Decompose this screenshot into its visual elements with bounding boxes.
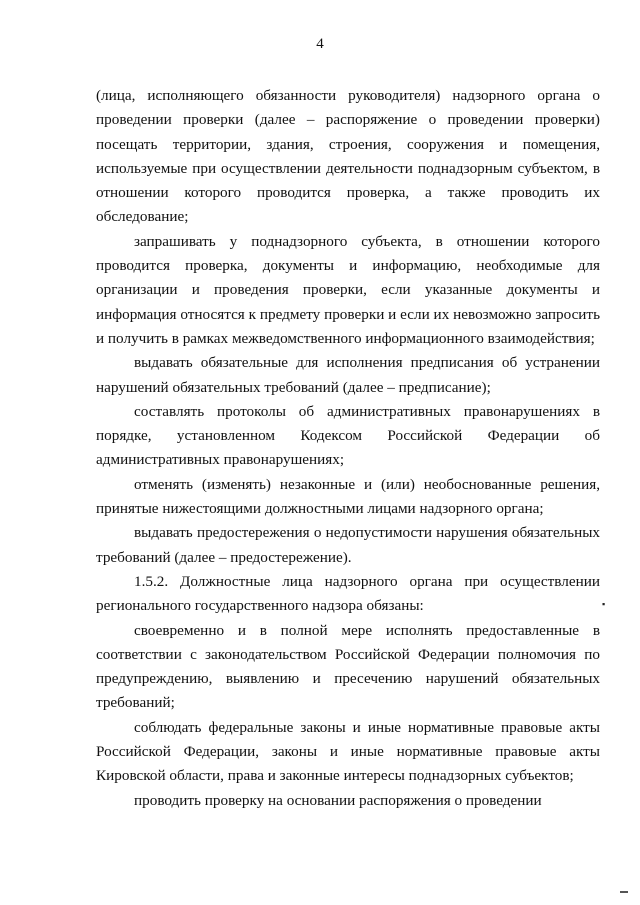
body-text — [96, 84, 600, 813]
paragraph: 1.5.2. Должностные лица надзорного органа при осуществлении регионального государственного надзора обязаны: — [96, 572, 600, 615]
paragraph: составлять протоколы об административных правонарушениях в порядке, установленном Кодексом Российской Федерации об административных правонарушениях; — [96, 402, 600, 469]
paragraph: выдавать обязательные для исполнения предписания об устранении нарушений обязательных требований (далее – предписание); — [96, 354, 600, 396]
page-number: 4 — [316, 36, 324, 52]
paragraph: выдавать предостережения о недопустимости нарушения обязательных требований (далее – предостережение). — [96, 524, 600, 566]
paragraph: (лица, исполняющего обязанности руководителя) надзорного органа о проведении проверки (далее – распоряжение о проведении проверки) посещать территории, здания, строения, сооружения и помещения, используемые при осуществлении деятельности поднадзорным субъектом, в отношении которого проводится проверка, а также проводить их обследование; — [96, 87, 600, 226]
paragraph: своевременно и в полной мере исполнять предоставленные в соответствии с законодательством Российской Федерации полномочия по предупреждению, выявлению и пресечению нарушений обязательных требований; — [96, 621, 600, 712]
paragraph: проводить проверку на основании распоряжения о проведении — [134, 791, 542, 809]
paragraph: отменять (изменять) незаконные и (или) необоснованные решения, принятые нижестоящими должностными лицами надзорного органа; — [96, 475, 600, 518]
paragraph: запрашивать у поднадзорного субъекта, в отношении которого проводится проверка, документы и информацию, необходимые для организации и проведения проверки, если указанные документы и информация относятся к предмету проверки и если их невозможно запросить и получить в рамках межведомственного информационного взаимодействия; — [96, 232, 600, 347]
scan-artifact-mark: ▪ — [602, 599, 606, 609]
scan-artifact-dot — [620, 891, 628, 893]
paragraph: соблюдать федеральные законы и иные нормативные правовые акты Российской Федерации, законы и иные нормативные правовые акты Кировской области, права и законные интересы поднадзорных субъектов; — [96, 718, 600, 785]
